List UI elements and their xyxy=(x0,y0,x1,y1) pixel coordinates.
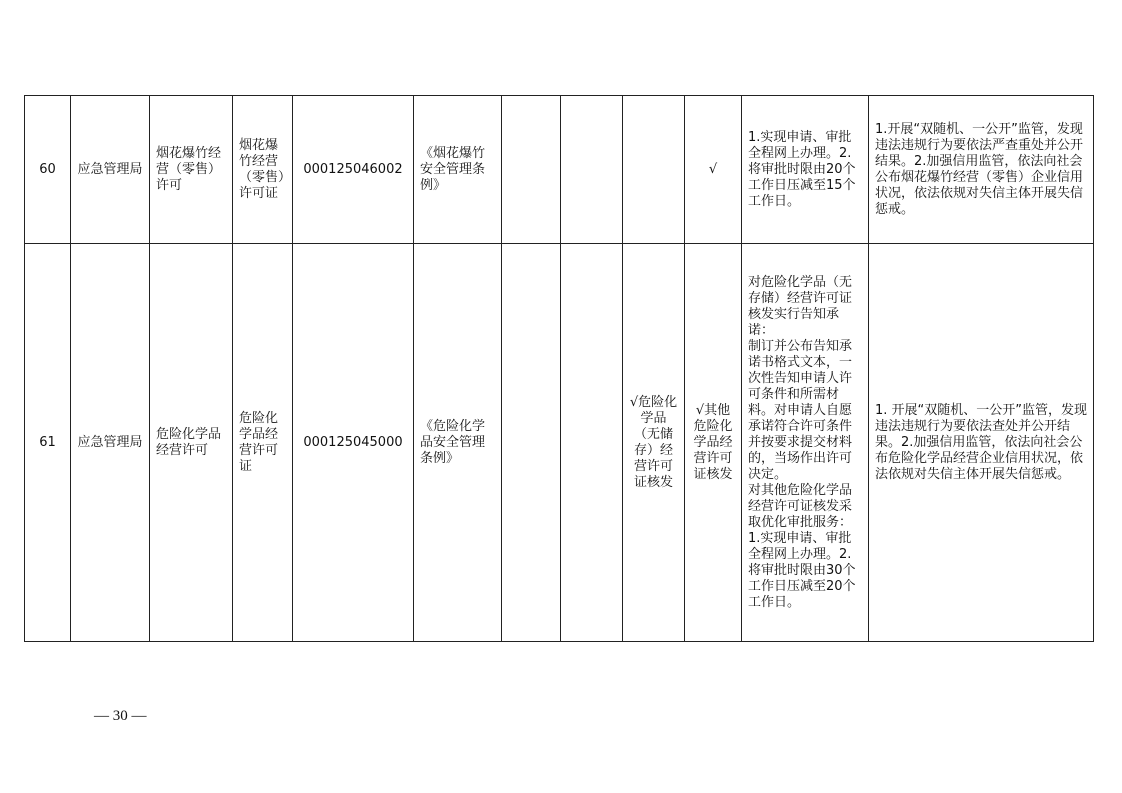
reform-mode-cell-3 xyxy=(623,96,685,244)
page-number: — 30 — xyxy=(94,708,147,724)
sub-item-cell: 烟花爆竹经营（零售）许可证 xyxy=(233,96,293,244)
row-number: 61 xyxy=(25,244,71,642)
row-number: 60 xyxy=(25,96,71,244)
reform-measures-cell: 对危险化学品（无存储）经营许可证核发实行告知承诺： 制订并公布告知承诺书格式文本，一次性告知申请人许可条件和所需材料。对申请人自愿承诺符合许可条件并按要求提交材料的，当场作出许可决定。 对其他危险化学品经营许可证核发采取优化审批服务： 1.实现申请、审批全程网上办理。2.将审批时限由30个工作日压减至20个工作日。 xyxy=(742,244,869,642)
reform-mode-cell-4: √ xyxy=(685,96,742,244)
permit-item-cell: 危险化学品经营许可 xyxy=(150,244,233,642)
item-code-cell: 000125045000 xyxy=(293,244,414,642)
permit-reform-table xyxy=(24,95,1094,642)
legal-basis-cell: 《烟花爆竹安全管理条例》 xyxy=(414,96,502,244)
permit-item-cell: 烟花爆竹经营（零售）许可 xyxy=(150,96,233,244)
supervision-measures-cell: 1. 开展“双随机、一公开”监管，发现违法违规行为要依法查处并公开结果。2.加强信用监管，依法向社会公布危险化学品经营企业信用状况，依法依规对失信主体开展失信惩戒。 xyxy=(869,244,1094,642)
reform-mode-cell-1 xyxy=(502,96,561,244)
department-cell: 应急管理局 xyxy=(71,244,150,642)
reform-mode-cell-3: √危险化学品（无储存）经营许可证核发 xyxy=(623,244,685,642)
reform-mode-cell-2 xyxy=(561,244,623,642)
legal-basis-cell: 《危险化学品安全管理条例》 xyxy=(414,244,502,642)
reform-mode-cell-2 xyxy=(561,96,623,244)
table-row xyxy=(25,244,1094,642)
department-cell: 应急管理局 xyxy=(71,96,150,244)
supervision-measures-cell: 1.开展“双随机、一公开”监管，发现违法违规行为要依法严查重处并公开结果。2.加强信用监管，依法向社会公布烟花爆竹经营（零售）企业信用状况，依法依规对失信主体开展失信惩戒。 xyxy=(869,96,1094,244)
reform-measures-cell: 1.实现申请、审批全程网上办理。2.将审批时限由20个工作日压减至15个工作日。 xyxy=(742,96,869,244)
reform-mode-cell-1 xyxy=(502,244,561,642)
item-code-cell: 000125046002 xyxy=(293,96,414,244)
sub-item-cell: 危险化学品经营许可证 xyxy=(233,244,293,642)
table-row xyxy=(25,96,1094,244)
reform-mode-cell-4: √其他危险化学品经营许可证核发 xyxy=(685,244,742,642)
